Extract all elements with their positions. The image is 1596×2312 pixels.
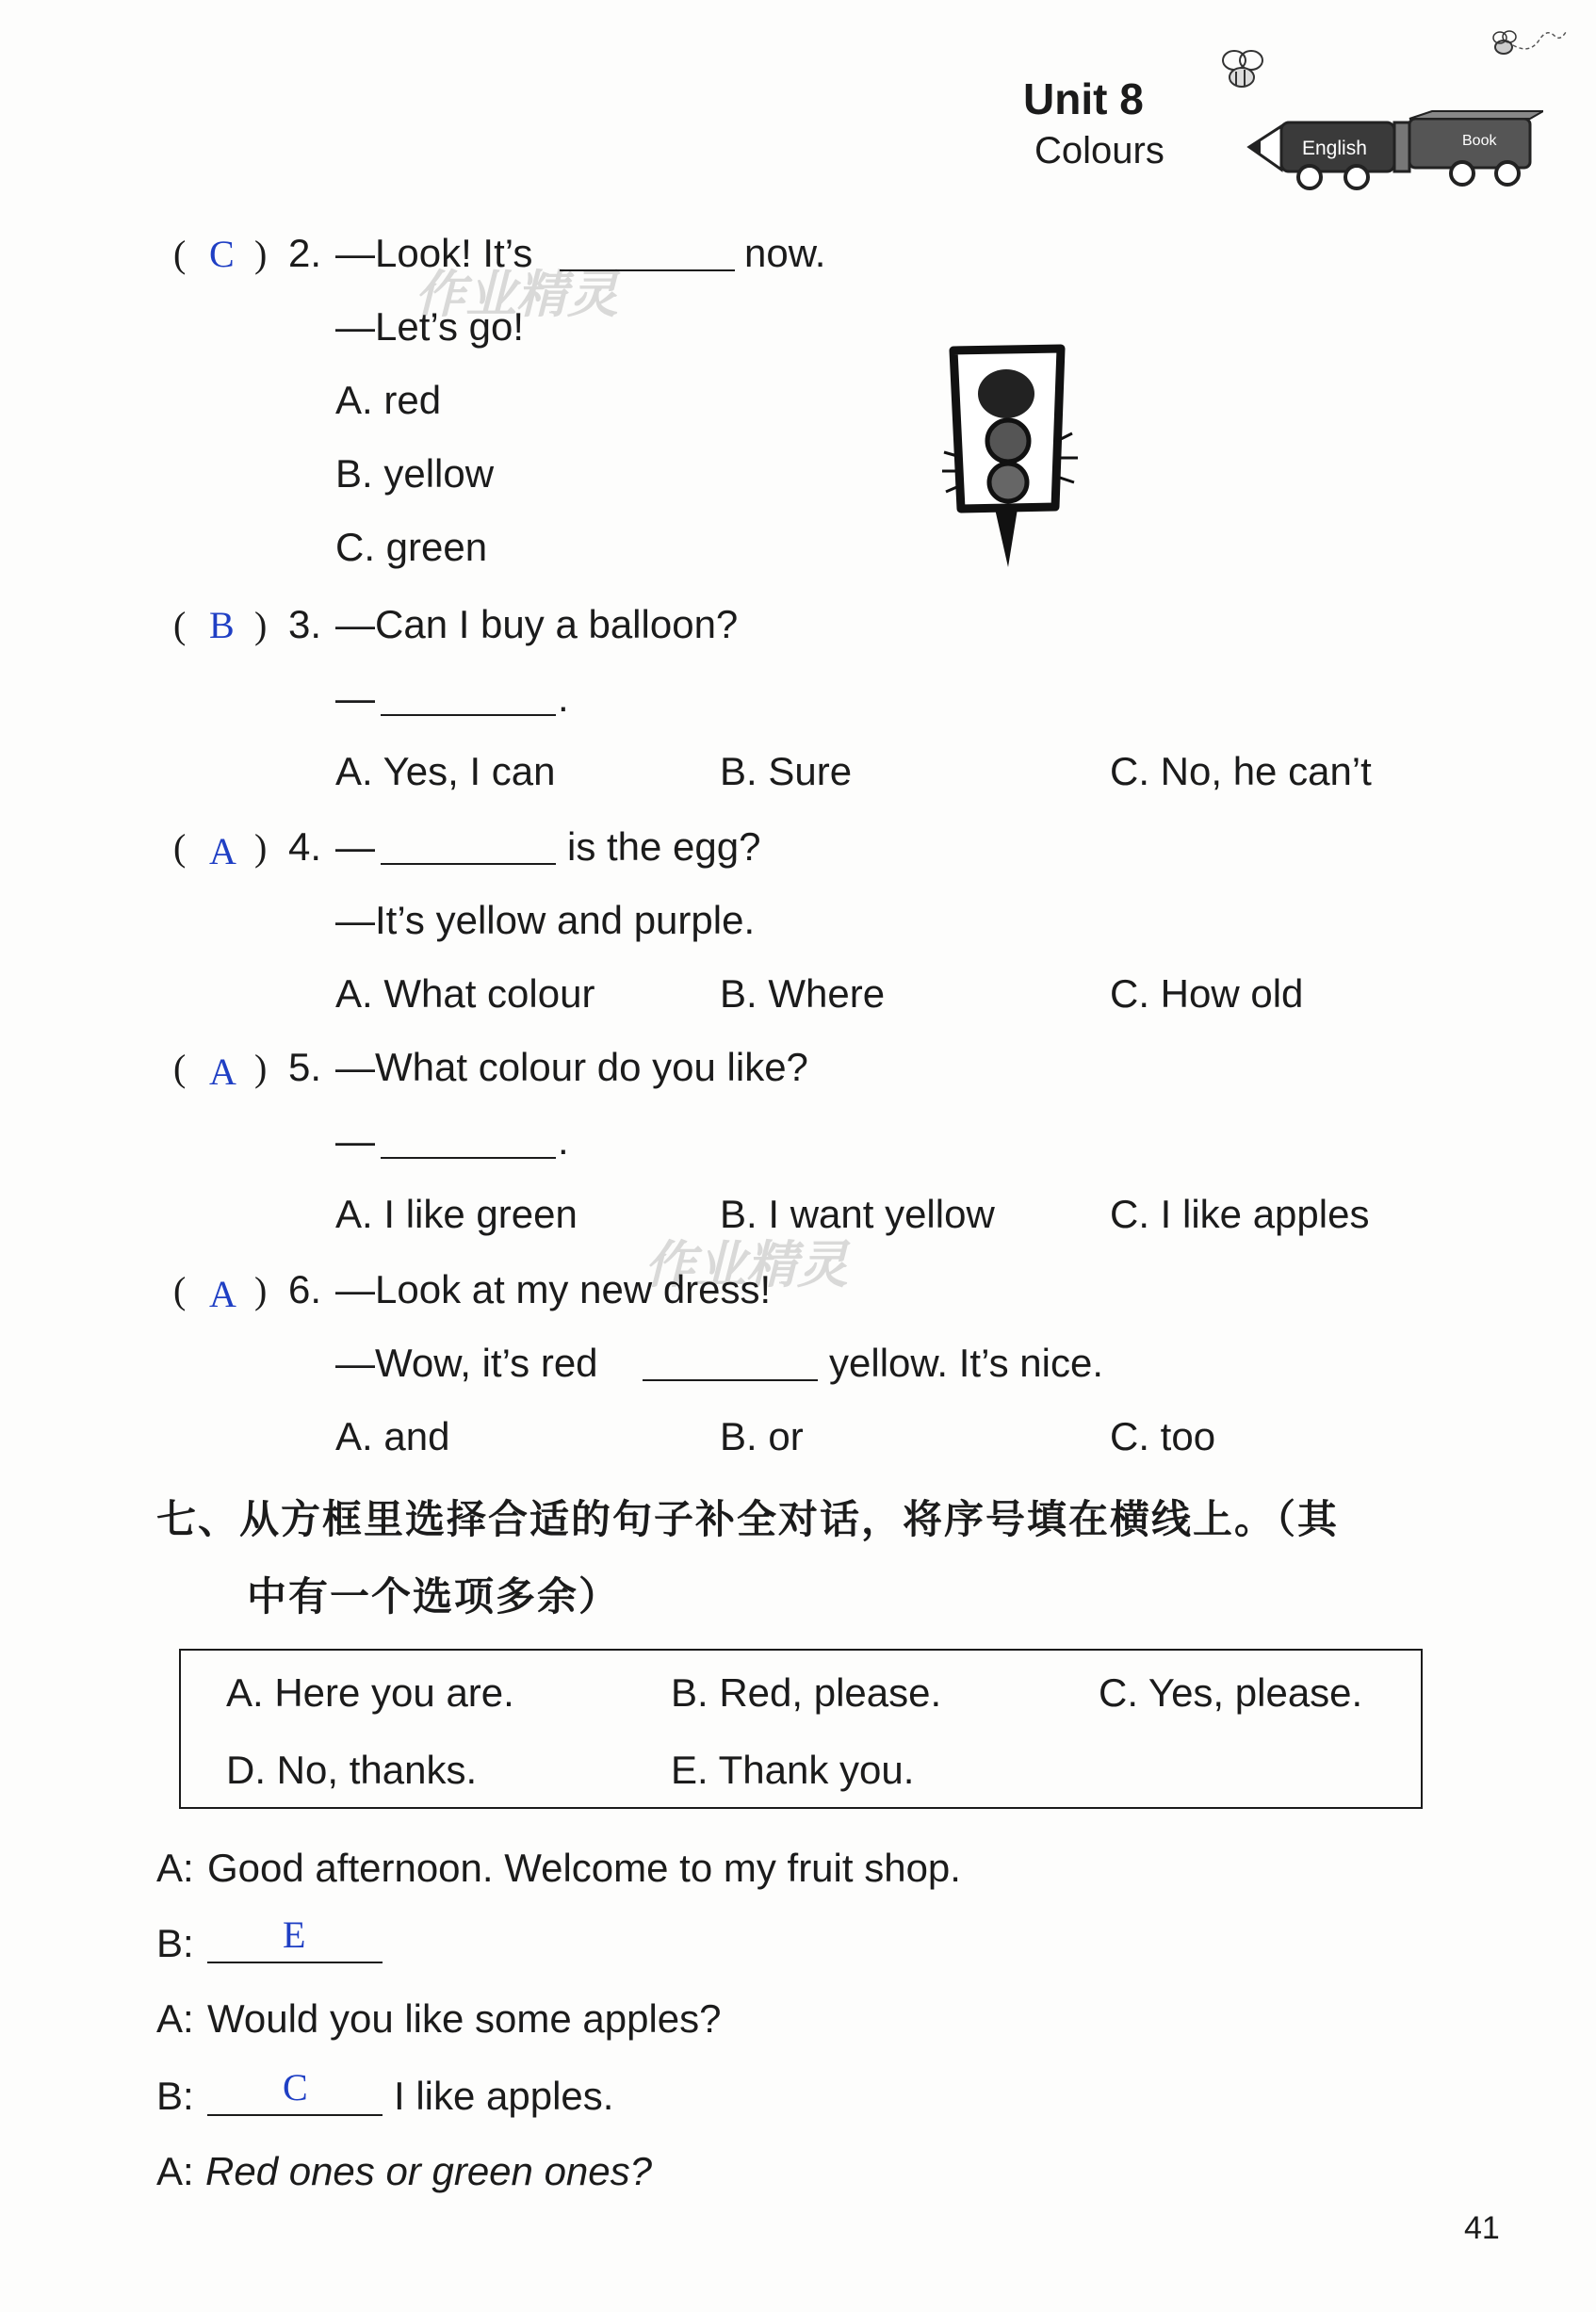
answer-paren-close: ) [254,1047,268,1089]
unit-subtitle: Colours [1034,130,1164,171]
question-number: 5. [288,1045,322,1089]
option: B. Where [720,971,886,1016]
option: C. too [1110,1414,1216,1458]
answer-blank [381,1125,556,1159]
option: C. No, he can’t [1110,749,1372,793]
answer-paren-open: ( [173,1047,187,1089]
answer-paren-open: ( [173,826,187,869]
box-option: D. No, thanks. [226,1748,478,1792]
option: C. I like apples [1110,1192,1370,1236]
bee-icon [1213,45,1270,94]
answer-value: A [209,1273,236,1315]
question-line: — [335,824,375,869]
answer-paren-close: ) [254,233,268,275]
box-option: E. Thank you. [671,1748,915,1792]
logo-book-text: Book [1462,133,1497,149]
question-line: —Look! It’s [335,231,533,275]
answer-value: C [209,233,235,275]
answer-value: B [209,604,235,646]
section-7-heading-line2: 中有一个选项多余） [247,1573,621,1620]
question-line: . [558,1118,569,1163]
answer-paren-close: ) [254,604,268,646]
answer-value: C [283,2066,308,2108]
answer-paren-open: ( [173,233,187,275]
watermark: 作业精灵 [415,265,618,324]
watermark: 作业精灵 [644,1235,848,1294]
english-book-logo [1244,109,1543,196]
dialogue-speaker: B: [156,1921,194,1965]
option: B. or [720,1414,804,1458]
option: B. I want yellow [720,1192,995,1236]
question-line: — [335,676,375,720]
answer-paren-open: ( [173,604,187,646]
answer-blank [381,831,556,865]
box-option: B. Red, please. [671,1670,942,1715]
answer-value: E [283,1913,306,1956]
question-line: —What colour do you like? [335,1045,808,1089]
section-7-heading-line1: 七、从方框里选择合适的句子补全对话，将序号填在横线上。（其 [156,1496,1340,1542]
question-number: 6. [288,1267,322,1311]
answer-value: A [209,1050,236,1093]
answer-blank [643,1347,818,1381]
answer-blank [381,682,556,716]
answer-paren-open: ( [173,1269,187,1311]
box-option: C. Yes, please. [1099,1670,1363,1715]
question-line: —Can I buy a balloon? [335,602,739,646]
box-option: A. Here you are. [226,1670,514,1715]
question-number: 2. [288,231,322,275]
dialogue-speaker: A: [156,1846,194,1890]
question-line: . [558,676,569,720]
dialogue-speaker: A: [156,1996,194,2041]
answer-value: A [209,830,236,872]
question-line: is the egg? [567,824,761,869]
option: A. Yes, I can [335,749,556,793]
option: A. I like green [335,1192,578,1236]
question-line: —Wow, it’s red [335,1341,598,1385]
dialogue-speaker: B: [156,2074,194,2118]
answer-paren-close: ) [254,826,268,869]
dialogue-text: Red ones or green ones? [205,2149,652,2193]
question-line: — [335,1118,375,1163]
question-line: —Look at my new dress! [335,1267,772,1311]
page-number: 41 [1464,2210,1500,2246]
option: C. How old [1110,971,1304,1016]
option: B. Sure [720,749,853,793]
option: C. green [335,525,488,569]
traffic-light-illustration [940,339,1091,575]
answer-paren-close: ) [254,1269,268,1311]
question-line: now. [744,231,826,275]
dialogue-speaker: A: [156,2149,194,2193]
question-number: 3. [288,602,322,646]
dialogue-text: Would you like some apples? [207,1996,722,2041]
dialogue-text: Good afternoon. Welcome to my fruit shop. [207,1846,961,1890]
logo-english-text: English [1302,138,1367,159]
question-line: —It’s yellow and purple. [335,898,756,942]
unit-title: Unit 8 [1023,74,1144,123]
option: A. What colour [335,971,595,1016]
option: A. and [335,1414,450,1458]
answer-blank [560,237,735,271]
option: A. red [335,378,442,422]
bee-icon [1485,23,1570,70]
option: B. yellow [335,451,495,496]
dialogue-text: I like apples. [394,2074,614,2118]
question-line: —Let’s go! [335,304,525,349]
question-number: 4. [288,824,322,869]
question-line: yellow. It’s nice. [829,1341,1104,1385]
